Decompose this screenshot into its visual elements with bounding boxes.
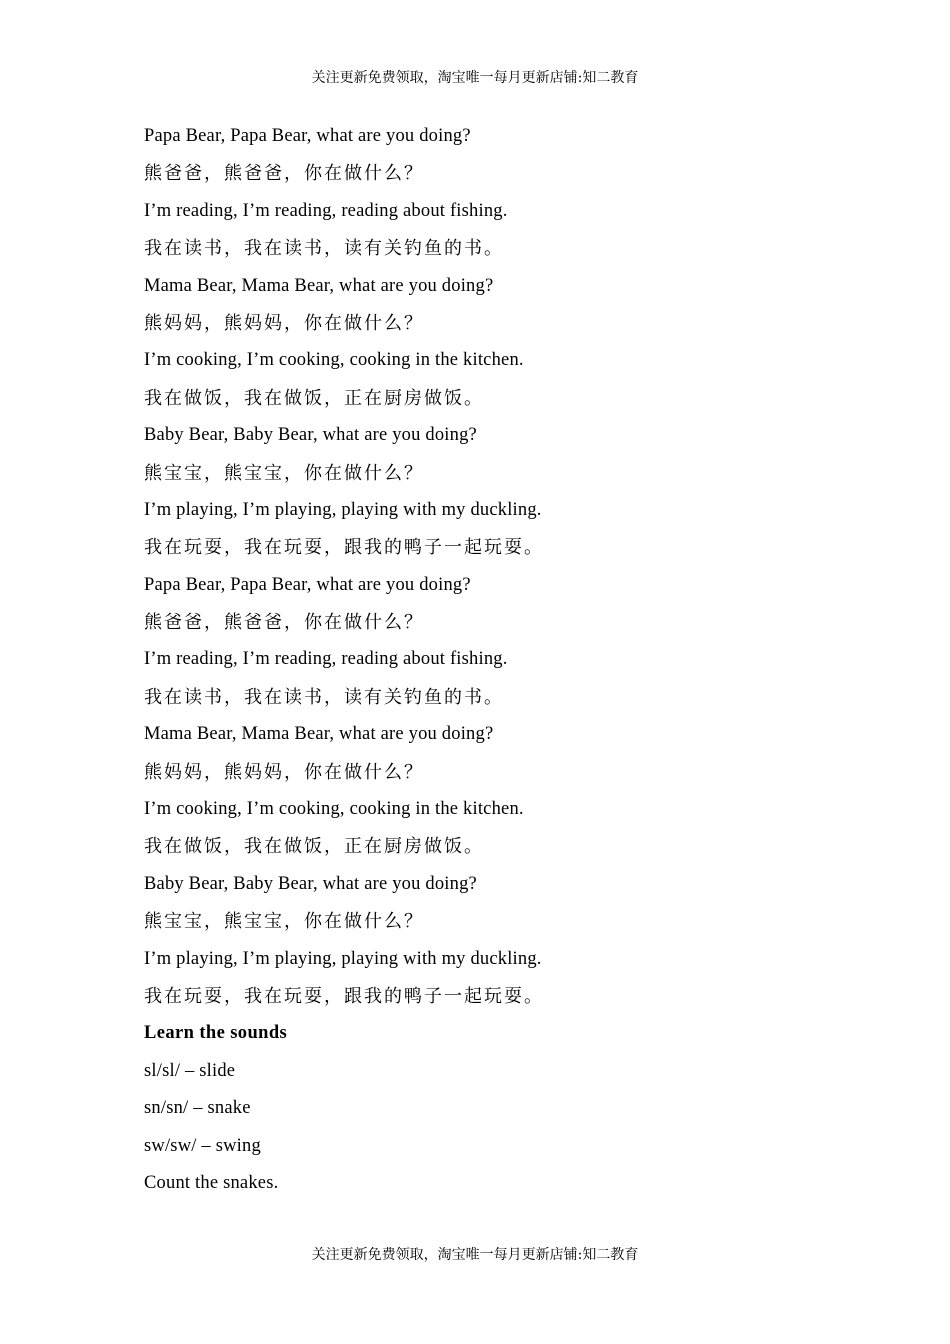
- text-line: Papa Bear, Papa Bear, what are you doing?: [144, 126, 471, 146]
- text-line: I’m playing, I’m playing, playing with my duckling.: [144, 499, 542, 520]
- text-line: 熊爸爸，熊爸爸，你在做什么？: [144, 163, 424, 185]
- text-line: 我在玩耍，我在玩耍，跟我的鸭子一起玩耍。: [144, 985, 544, 1007]
- text-line: 我在玩耍，我在玩耍，跟我的鸭子一起玩耍。: [144, 537, 544, 559]
- text-line: Papa Bear, Papa Bear, what are you doing?: [144, 574, 471, 595]
- sound-item: sn/sn/ – snake: [144, 1098, 251, 1119]
- text-line: 熊妈妈，熊妈妈，你在做什么？: [144, 761, 424, 783]
- document-body: [144, 118, 844, 1202]
- text-line: 我在做饭，我在做饭，正在厨房做饭。: [144, 836, 484, 858]
- closing-line: Count the snakes.: [144, 1172, 279, 1193]
- text-line: 我在做饭，我在做饭，正在厨房做饭。: [144, 387, 484, 409]
- sound-item: sl/sl/ – slide: [144, 1060, 236, 1081]
- text-line: I’m playing, I’m playing, playing with my duckling.: [144, 948, 542, 969]
- text-line: 熊妈妈，熊妈妈，你在做什么？: [144, 312, 424, 334]
- text-line: Baby Bear, Baby Bear, what are you doing?: [144, 425, 477, 446]
- text-line: Mama Bear, Mama Bear, what are you doing?: [144, 724, 494, 745]
- section-heading: Learn the sounds: [144, 1023, 288, 1044]
- text-line: I’m cooking, I’m cooking, cooking in the kitchen.: [144, 350, 524, 371]
- text-line: I’m reading, I’m reading, reading about fishing.: [144, 649, 508, 670]
- text-line: 熊宝宝，熊宝宝，你在做什么？: [144, 911, 424, 933]
- sound-item: sw/sw/ – swing: [144, 1135, 261, 1156]
- page-footer: 关注更新免费领取，淘宝唯一每月更新店铺:知二教育: [311, 1247, 639, 1263]
- text-line: 熊宝宝，熊宝宝，你在做什么？: [144, 462, 424, 484]
- text-line: I’m reading, I’m reading, reading about fishing.: [144, 200, 508, 221]
- text-line: 我在读书，我在读书，读有关钓鱼的书。: [144, 238, 504, 260]
- text-line: Mama Bear, Mama Bear, what are you doing?: [144, 275, 494, 296]
- text-line: Baby Bear, Baby Bear, what are you doing?: [144, 873, 477, 894]
- text-line: 我在读书，我在读书，读有关钓鱼的书。: [144, 686, 504, 708]
- text-line: 熊爸爸，熊爸爸，你在做什么？: [144, 612, 424, 634]
- page-header: 关注更新免费领取，淘宝唯一每月更新店铺:知二教育: [311, 70, 639, 86]
- text-line: I’m cooking, I’m cooking, cooking in the kitchen.: [144, 799, 524, 820]
